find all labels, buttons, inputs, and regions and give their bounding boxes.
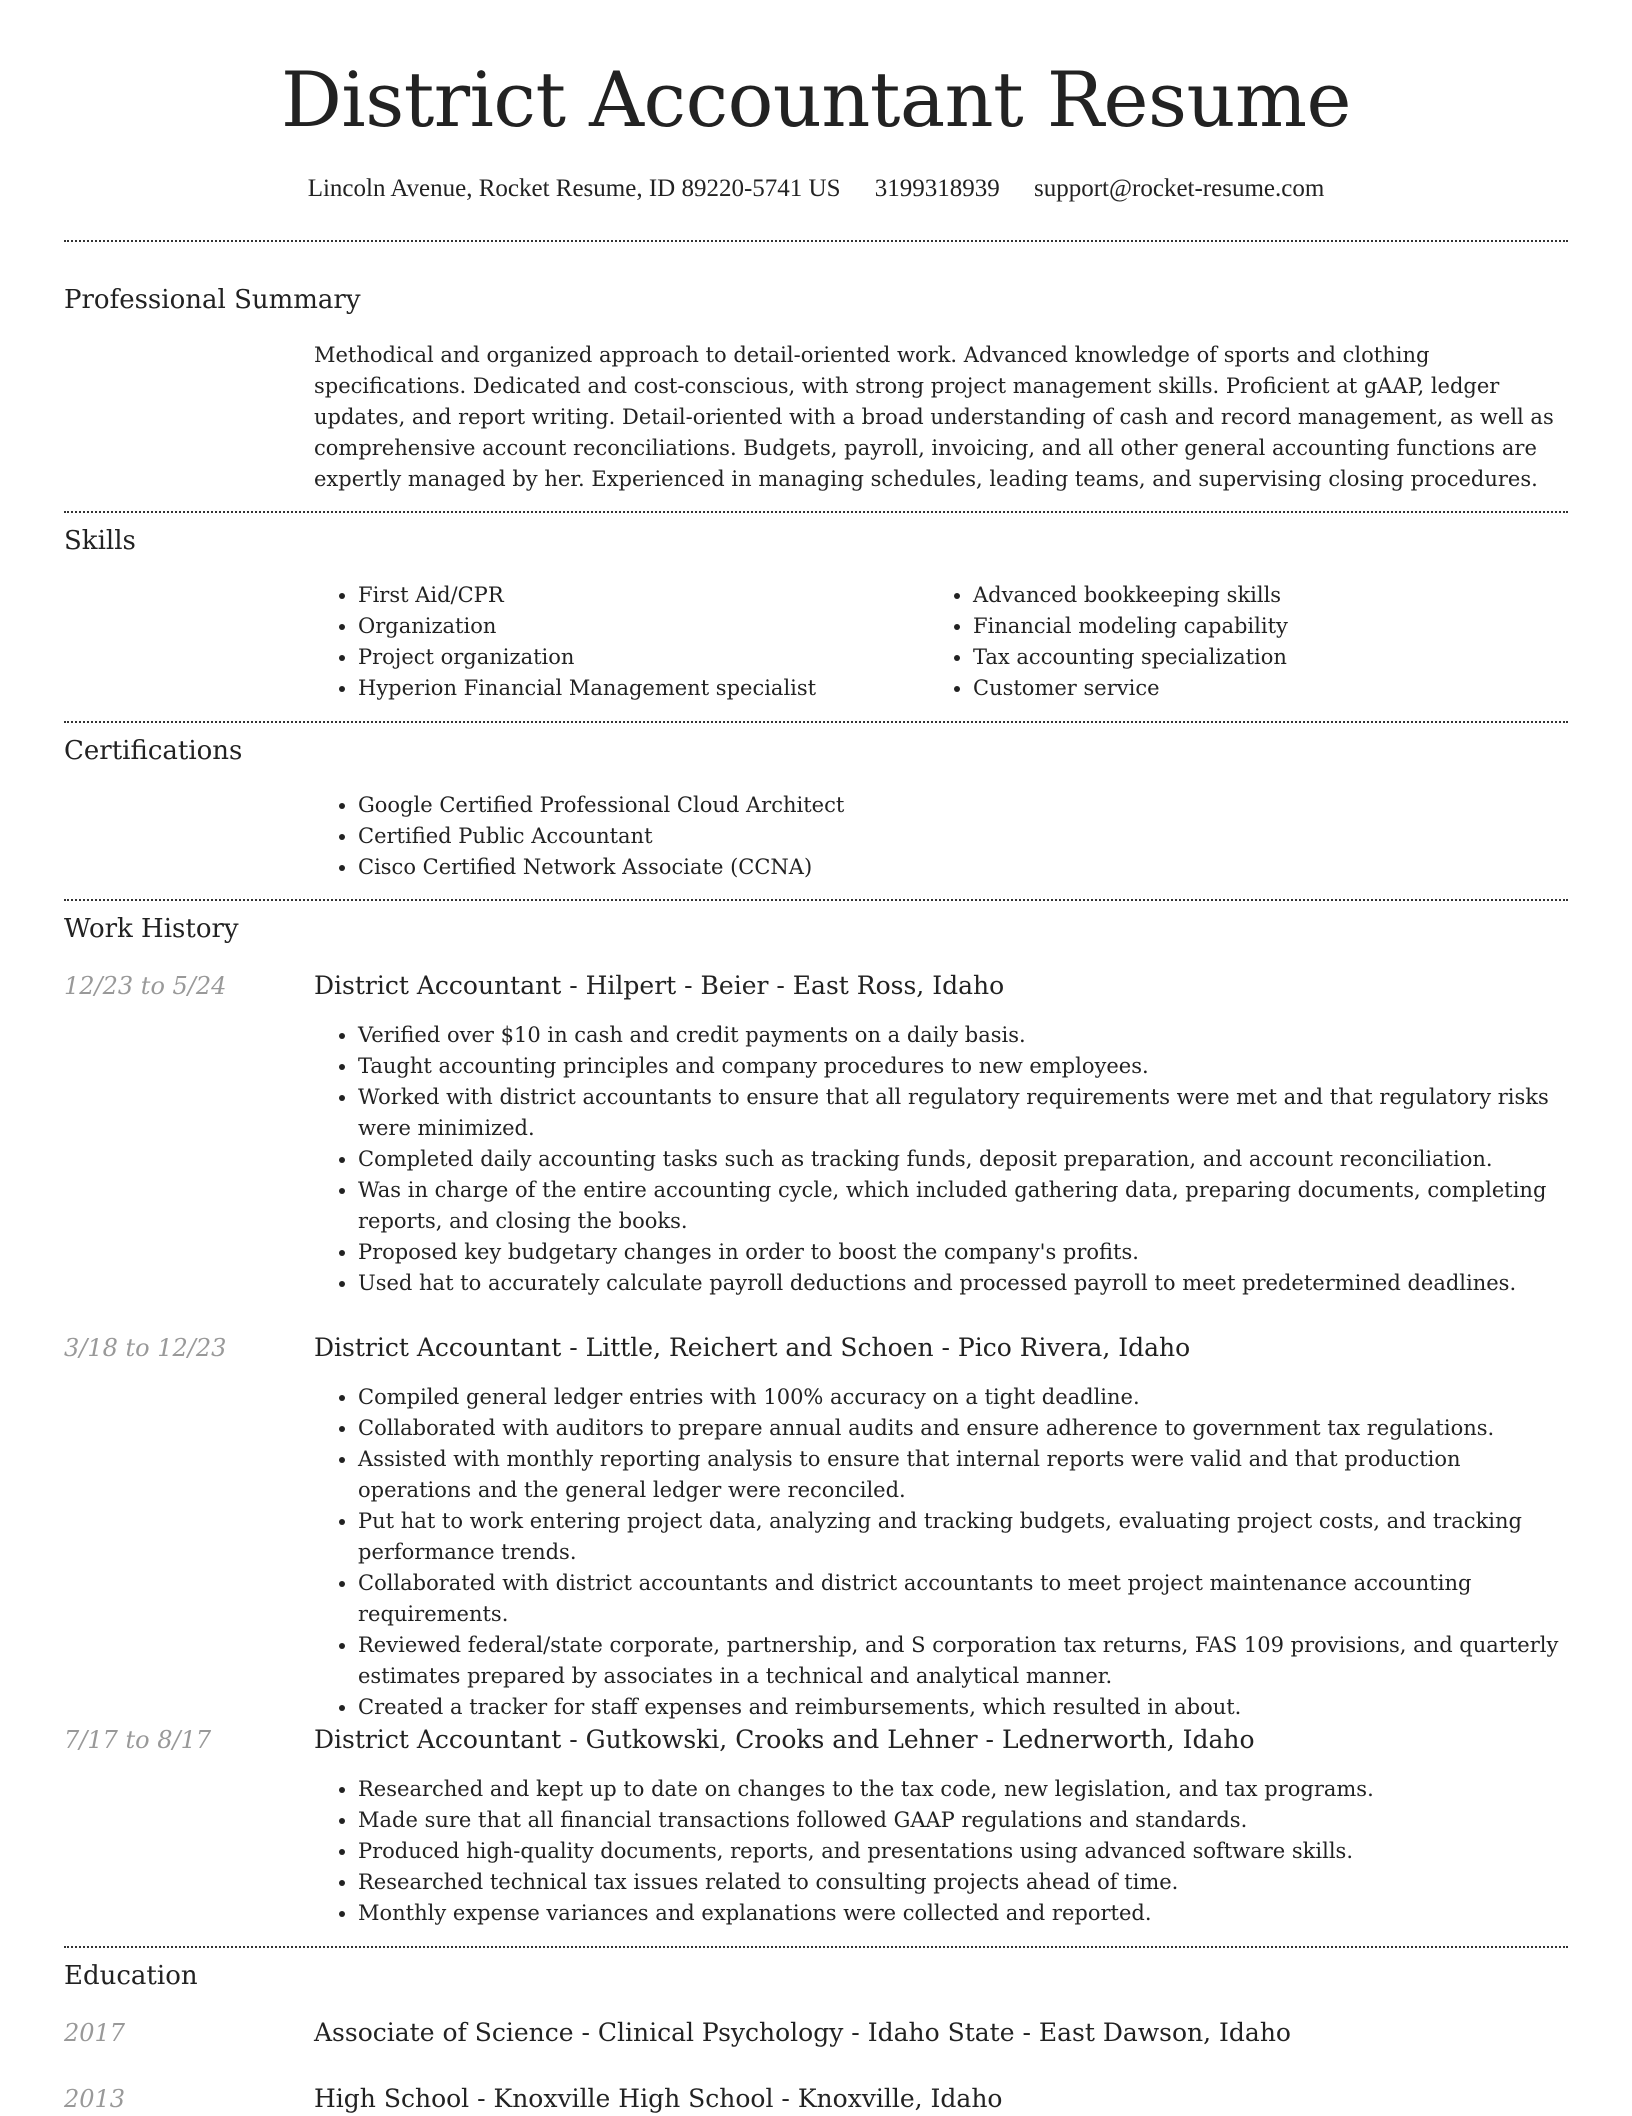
education-title: High School - Knoxville High School - Knoxville, Idaho [314,2084,1003,2113]
job-duty: • Collaborated with district accountants and district accountants to meet project maintenance accounting requirements. [358,1568,1568,1630]
education-year: 2013 [64,2085,126,2113]
skill-item: • Tax accounting specialization [973,642,1573,673]
job-duty: • Completed daily accounting tasks such as tracking funds, deposit preparation, and account reconciliation. [358,1144,1568,1175]
job-duties [314,1774,1568,1929]
work-history-heading: Work History [64,914,239,944]
resume-title: District Accountant Resume [280,55,1352,144]
job-duty: • Made sure that all financial transactions followed GAAP regulations and standards. [358,1805,1568,1836]
section-divider [64,899,1568,901]
certifications-heading: Certifications [64,736,243,766]
job-duty: • Worked with district accountants to ensure that all regulatory requirements were met and that regulatory risks were minimized. [358,1082,1568,1144]
section-divider [64,511,1568,513]
skill-item: • Organization [358,611,918,642]
certification-item: • Cisco Certified Network Associate (CCNA) [358,852,1558,883]
section-divider [64,721,1568,723]
certification-item: • Google Certified Professional Cloud Architect [358,790,1558,821]
certifications-list [314,790,1558,883]
job-title: District Accountant - Little, Reichert and Schoen - Pico Rivera, Idaho [314,1333,1191,1362]
section-divider [64,240,1568,242]
job-duty: • Was in charge of the entire accounting cycle, which included gathering data, preparing documents, completing reports, and closing the books. [358,1175,1568,1237]
job-dates: 3/18 to 12/23 [64,1334,227,1362]
job-duty: • Collaborated with auditors to prepare annual audits and ensure adherence to government tax regulations. [358,1413,1568,1444]
job-duties [314,1382,1568,1723]
education-year: 2017 [64,2019,126,2047]
job-dates: 12/23 to 5/24 [64,972,227,1000]
contact-phone: 3199318939 [874,175,1000,202]
job-duty: • Proposed key budgetary changes in order to boost the company's profits. [358,1237,1568,1268]
job-dates: 7/17 to 8/17 [64,1726,212,1754]
job-duty: • Assisted with monthly reporting analysis to ensure that internal reports were valid and that production operations and the general ledger were reconciled. [358,1444,1568,1506]
job-duties [314,1020,1568,1299]
summary-heading: Professional Summary [64,285,361,315]
education-heading: Education [64,1961,198,1991]
summary-text: Methodical and organized approach to detail-oriented work. Advanced knowledge of sports and clothing specifications. Dedicated and cost-conscious, with strong project management skills. Proficient at gAAP, ledger updates, and report writing. Detail-oriented with a broad understanding of cash and record management, as well as comprehensive account reconciliations. Budgets, payroll, invoicing, and all other general accounting functions are expertly managed by her. Experienced in managing schedules, leading teams, and supervising closing procedures. [314,343,1554,491]
job-title: District Accountant - Gutkowski, Crooks and Lehner - Lednerworth, Idaho [314,1725,1255,1754]
skill-item: • Project organization [358,642,918,673]
skill-item: • Hyperion Financial Management specialist [358,673,918,704]
skills-heading: Skills [64,526,136,556]
skill-item: • Financial modeling capability [973,611,1573,642]
job-duty: • Verified over $10 in cash and credit payments on a daily basis. [358,1020,1568,1051]
job-duty: • Produced high-quality documents, reports, and presentations using advanced software skills. [358,1836,1568,1867]
skill-item: • Advanced bookkeeping skills [973,580,1573,611]
education-title: Associate of Science - Clinical Psychology - Idaho State - East Dawson, Idaho [314,2018,1291,2047]
job-duty: • Put hat to work entering project data, analyzing and tracking budgets, evaluating project costs, and tracking performance trends. [358,1506,1568,1568]
job-title: District Accountant - Hilpert - Beier - East Ross, Idaho [314,971,1005,1000]
skills-list-right [929,580,1573,704]
job-duty: • Taught accounting principles and company procedures to new employees. [358,1051,1568,1082]
job-duty: • Used hat to accurately calculate payroll deductions and processed payroll to meet predetermined deadlines. [358,1268,1568,1299]
job-duty: • Monthly expense variances and explanations were collected and reported. [358,1898,1568,1929]
job-duty: • Created a tracker for staff expenses and reimbursements, which resulted in about. [358,1692,1568,1723]
contact-line [0,172,1632,206]
skills-list-left [314,580,918,704]
job-duty: • Researched and kept up to date on changes to the tax code, new legislation, and tax programs. [358,1774,1568,1805]
skill-item: • Customer service [973,673,1573,704]
certification-item: • Certified Public Accountant [358,821,1558,852]
job-duty: • Reviewed federal/state corporate, partnership, and S corporation tax returns, FAS 109 provisions, and quarterly estimates prepared by associates in a technical and analytical manner. [358,1630,1568,1692]
job-duty: • Compiled general ledger entries with 100% accuracy on a tight deadline. [358,1382,1568,1413]
skill-item: • First Aid/CPR [358,580,918,611]
contact-email: support@rocket-resume.com [1034,175,1325,202]
job-duty: • Researched technical tax issues related to consulting projects ahead of time. [358,1867,1568,1898]
contact-address: Lincoln Avenue, Rocket Resume, ID 89220-5741 US [307,175,841,202]
section-divider [64,1946,1568,1948]
